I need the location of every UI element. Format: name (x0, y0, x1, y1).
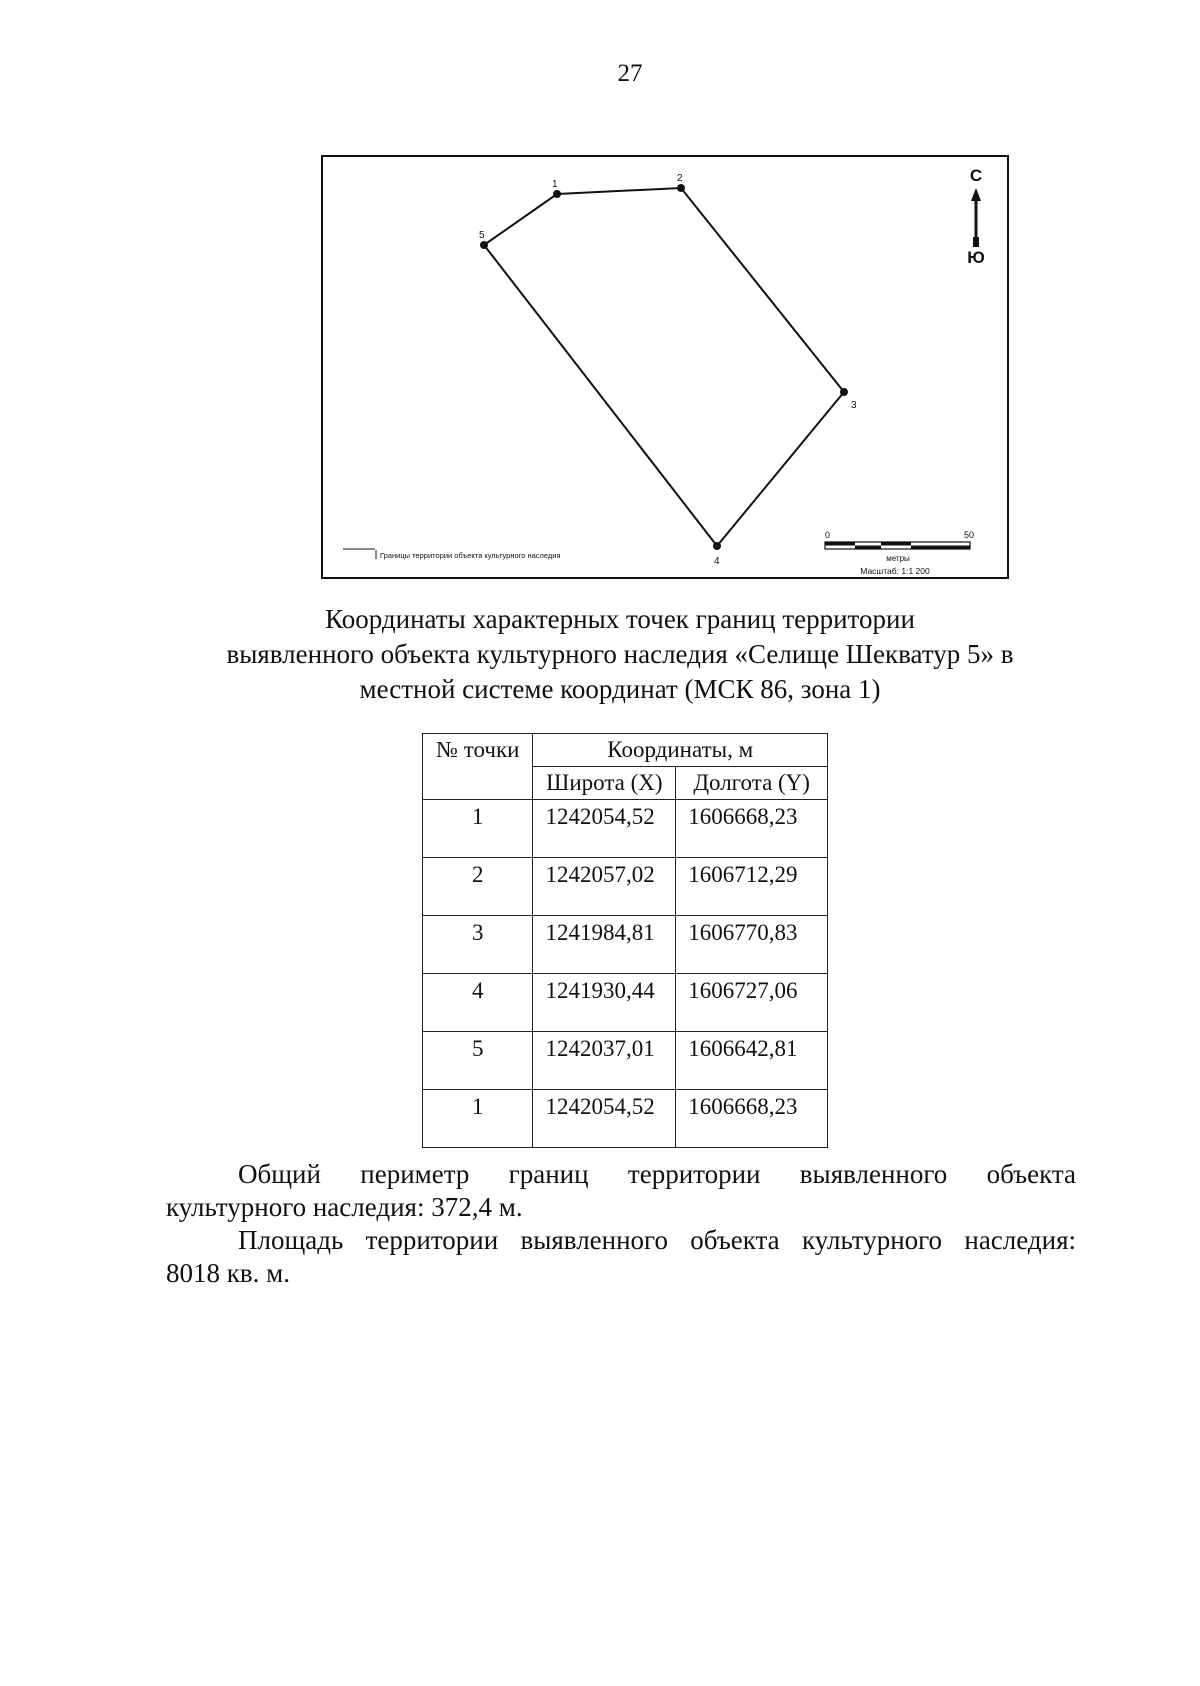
north-arrow (967, 166, 985, 267)
area-line-1: Площадь территории выявленного объекта культурного наследия: (238, 1225, 1076, 1255)
south-label: Ю (967, 248, 985, 267)
map-legend (343, 549, 561, 560)
cell-x: 1242054,52 (533, 1090, 676, 1148)
cell-y: 1606727,06 (676, 974, 828, 1032)
perimeter-line-2: культурного наследия: 372,4 м. (166, 1192, 523, 1222)
table-caption (160, 602, 1080, 707)
scale-bar (825, 530, 974, 576)
map-drawing (323, 157, 1007, 577)
header-point-number: № точки (423, 734, 533, 800)
cell-y: 1606668,23 (676, 1090, 828, 1148)
scale-zero-label: 0 (825, 530, 831, 540)
boundary-point-4 (713, 542, 721, 550)
cell-x: 1242054,52 (533, 800, 676, 858)
point-label-3: 3 (851, 400, 857, 411)
header-latitude: Широта (X) (533, 767, 676, 800)
boundary-point-2 (677, 184, 685, 192)
caption-line-3: местной системе координат (МСК 86, зона 1) (359, 674, 881, 704)
cell-x: 1241930,44 (533, 974, 676, 1032)
area-paragraph (166, 1224, 1076, 1290)
caption-line-1: Координаты характерных точек границ территории (325, 604, 915, 634)
perimeter-line-1: Общий периметр границ территории выявленного объекта (238, 1159, 1076, 1189)
scale-text: Масштаб: 1:1 200 (860, 566, 930, 576)
cell-point: 1 (423, 1090, 533, 1148)
header-longitude: Долгота (Y) (676, 767, 828, 800)
cell-point: 1 (423, 800, 533, 858)
cell-y: 1606668,23 (676, 800, 828, 858)
legend-text: Границы территории объекта культурного наследия (380, 551, 561, 560)
header-coordinates: Координаты, м (533, 734, 828, 767)
cell-point: 2 (423, 858, 533, 916)
cell-y: 1606770,83 (676, 916, 828, 974)
cell-point: 3 (423, 916, 533, 974)
table-row (423, 916, 828, 974)
cell-x: 1242037,01 (533, 1032, 676, 1090)
area-line-2: 8018 кв. м. (166, 1258, 290, 1288)
cell-point: 5 (423, 1032, 533, 1090)
point-label-4: 4 (714, 556, 720, 567)
cell-x: 1242057,02 (533, 858, 676, 916)
scale-units-label: метры (886, 554, 910, 563)
coordinates-table (422, 733, 828, 1148)
table-row (423, 800, 828, 858)
boundary-point-5 (480, 241, 488, 249)
table-row (423, 974, 828, 1032)
cell-y: 1606712,29 (676, 858, 828, 916)
boundary-point-3 (840, 388, 848, 396)
table-row (423, 858, 828, 916)
boundary-polygon (484, 188, 844, 546)
caption-line-2: выявленного объекта культурного наследия «Селище Шекватур 5» в (226, 639, 1014, 669)
table-row (423, 1032, 828, 1090)
cell-y: 1606642,81 (676, 1032, 828, 1090)
perimeter-paragraph (166, 1158, 1076, 1224)
cell-x: 1241984,81 (533, 916, 676, 974)
table-row (423, 1090, 828, 1148)
point-label-5: 5 (479, 230, 485, 241)
point-label-2: 2 (677, 173, 683, 184)
page-number: 27 (617, 60, 643, 87)
boundary-point-1 (553, 190, 561, 198)
point-label-1: 1 (552, 179, 558, 190)
cell-point: 4 (423, 974, 533, 1032)
north-label: С (969, 166, 983, 185)
scale-max-label: 50 (964, 530, 975, 540)
boundary-map (321, 155, 1009, 579)
